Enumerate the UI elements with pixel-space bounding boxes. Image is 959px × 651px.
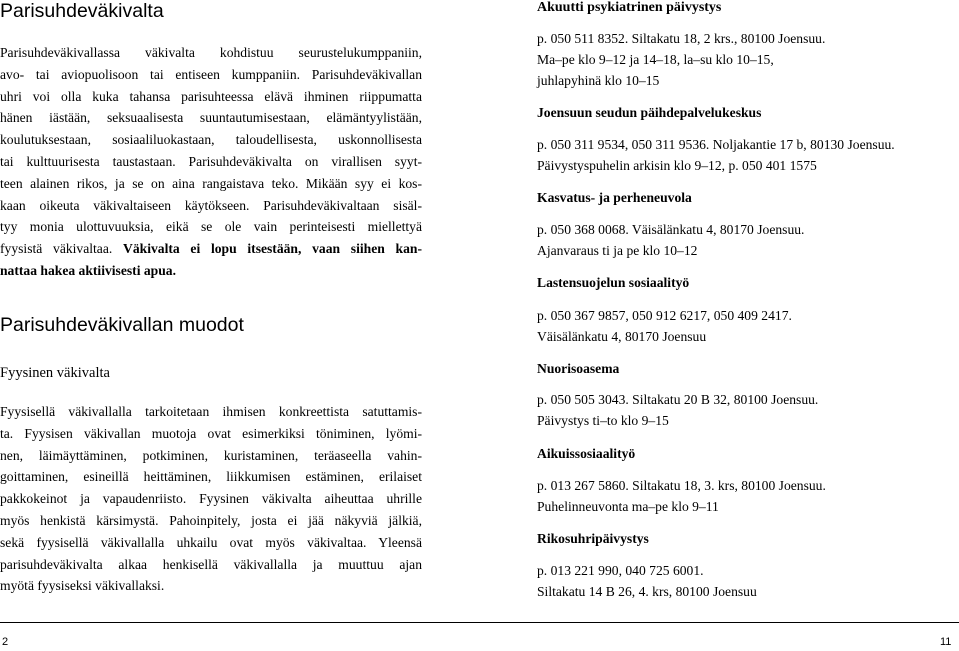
intro-line: koulutuksestaan, sosiaaliluokastaan, taloudellisesta, uskonnollisesta bbox=[0, 132, 422, 148]
physical-line: goittaminen, esineillä heittäminen, liikkumisen estäminen, erilaiset bbox=[0, 469, 422, 485]
page-title: Parisuhdeväkivalta bbox=[0, 0, 164, 22]
service-heading: Lastensuojelun sosiaalityö bbox=[537, 275, 690, 290]
physical-line: nen, läimäyttäminen, potkiminen, kuristaminen, teräaseella vahin- bbox=[0, 447, 422, 463]
contact-line: p. 050 367 9857, 050 912 6217, 050 409 2417. bbox=[537, 308, 792, 323]
contact-line: Väisälänkatu 4, 80170 Joensuu bbox=[537, 329, 707, 344]
intro-line: teen alainen rikos, ja se on aina rangaistava teko. Mikään syy ei kos- bbox=[0, 175, 422, 191]
intro-paragraph bbox=[0, 42, 422, 282]
physical-line: ta. Fyysisen väkivallan muotoja ovat esimerkiksi töniminen, lyömi- bbox=[0, 425, 422, 441]
page-number-right: 11 bbox=[940, 636, 952, 648]
contact-line: Ma–pe klo 9–12 ja 14–18, la–su klo 10–15, bbox=[537, 52, 774, 67]
contact-line: Päivystyspuhelin arkisin klo 9–12, p. 050 401 1575 bbox=[537, 158, 817, 173]
service-heading: Aikuissosiaalityö bbox=[537, 446, 636, 461]
intro-line: Parisuhdeväkivallassa väkivalta kohdistuu seurustelukumppaniin, bbox=[0, 45, 422, 60]
contact-line: Päivystys ti–to klo 9–15 bbox=[537, 413, 669, 428]
page-number-left: 2 bbox=[2, 636, 9, 648]
intro-bold-text: nattaa hakea aktiivisesti apua. bbox=[0, 262, 176, 278]
subsection-title: Fyysinen väkivalta bbox=[0, 365, 110, 381]
intro-line: tyy monia ulottuvuuksia, eikä se ole vain perinteisesti miellettyä bbox=[0, 219, 422, 235]
service-heading: Joensuun seudun päihdepalvelukeskus bbox=[537, 105, 762, 120]
intro-line: hänen iästään, seksuaalisesta suuntautumisestaan, elämäntyylistään, bbox=[0, 110, 422, 126]
intro-line: kaan oikeuta väkivaltaiseen käytökseen. Parisuhdeväkivaltaan sisäl- bbox=[0, 197, 422, 213]
physical-line: Fyysisellä väkivallalla tarkoitetaan ihmisen konkreettista satuttamis- bbox=[0, 404, 422, 419]
contact-line: p. 013 221 990, 040 725 6001. bbox=[537, 563, 704, 578]
physical-line: sekä fyysisellä väkivallalla uhkailu ovat myös väkivaltaa. Yleensä bbox=[0, 534, 422, 550]
contact-line: Ajanvaraus ti ja pe klo 10–12 bbox=[537, 243, 698, 258]
contact-line: p. 050 505 3043. Siltakatu 20 B 32, 80100 Joensuu. bbox=[537, 392, 819, 407]
physical-line: myötä fyysiseksi väkivallaksi. bbox=[0, 578, 165, 594]
intro-line-mixed bbox=[0, 238, 422, 260]
intro-line bbox=[0, 260, 422, 282]
physical-violence-paragraph bbox=[0, 401, 422, 597]
intro-line: avo- tai aviopuolisoon tai entiseen kumppaniin. Parisuhdeväkivallan bbox=[0, 66, 422, 82]
intro-bold-text: Väkivalta ei lopu itsestään, vaan siihen kan- bbox=[123, 241, 422, 257]
footer-divider bbox=[0, 622, 959, 623]
intro-line: uhri voi olla kuka tahansa parisuhteessa elävä ihminen riippumatta bbox=[0, 88, 422, 104]
contact-line: p. 013 267 5860. Siltakatu 18, 3. krs, 80100 Joensuu. bbox=[537, 478, 826, 493]
contact-line: p. 050 511 8352. Siltakatu 18, 2 krs., 80100 Joensuu. bbox=[537, 31, 826, 46]
top-heading: Akuutti psykiatrinen päivystys bbox=[537, 0, 722, 15]
service-heading: Rikosuhripäivystys bbox=[537, 531, 649, 546]
physical-line: pakkokeinot ja vapaudenriisto. Fyysinen väkivalta aiheuttaa uhrille bbox=[0, 491, 422, 507]
intro-line-plain: fyysistä väkivaltaa. bbox=[0, 241, 113, 257]
contact-line: Siltakatu 14 B 26, 4. krs, 80100 Joensuu bbox=[537, 584, 757, 599]
contact-line: p. 050 368 0068. Väisälänkatu 4, 80170 Joensuu. bbox=[537, 222, 805, 237]
section-title: Parisuhdeväkivallan muodot bbox=[0, 314, 244, 336]
contact-line: juhlapyhinä klo 10–15 bbox=[537, 73, 660, 88]
contact-line: Puhelinneuvonta ma–pe klo 9–11 bbox=[537, 499, 719, 514]
service-heading: Kasvatus- ja perheneuvola bbox=[537, 190, 692, 205]
physical-line: parisuhdeväkivalta alkaa henkisellä väkivallalla ja muuttuu ajan bbox=[0, 556, 422, 572]
service-heading: Nuorisoasema bbox=[537, 361, 620, 376]
physical-line: myös henkistä kärsimystä. Pahoinpitely, josta ei jää näkyviä jälkiä, bbox=[0, 512, 422, 528]
contact-line: p. 050 311 9534, 050 311 9536. Noljakantie 17 b, 80130 Joensuu. bbox=[537, 137, 895, 152]
intro-line: tai kulttuurisesta taustastaan. Parisuhdeväkivalta on virallisen syyt- bbox=[0, 153, 422, 169]
